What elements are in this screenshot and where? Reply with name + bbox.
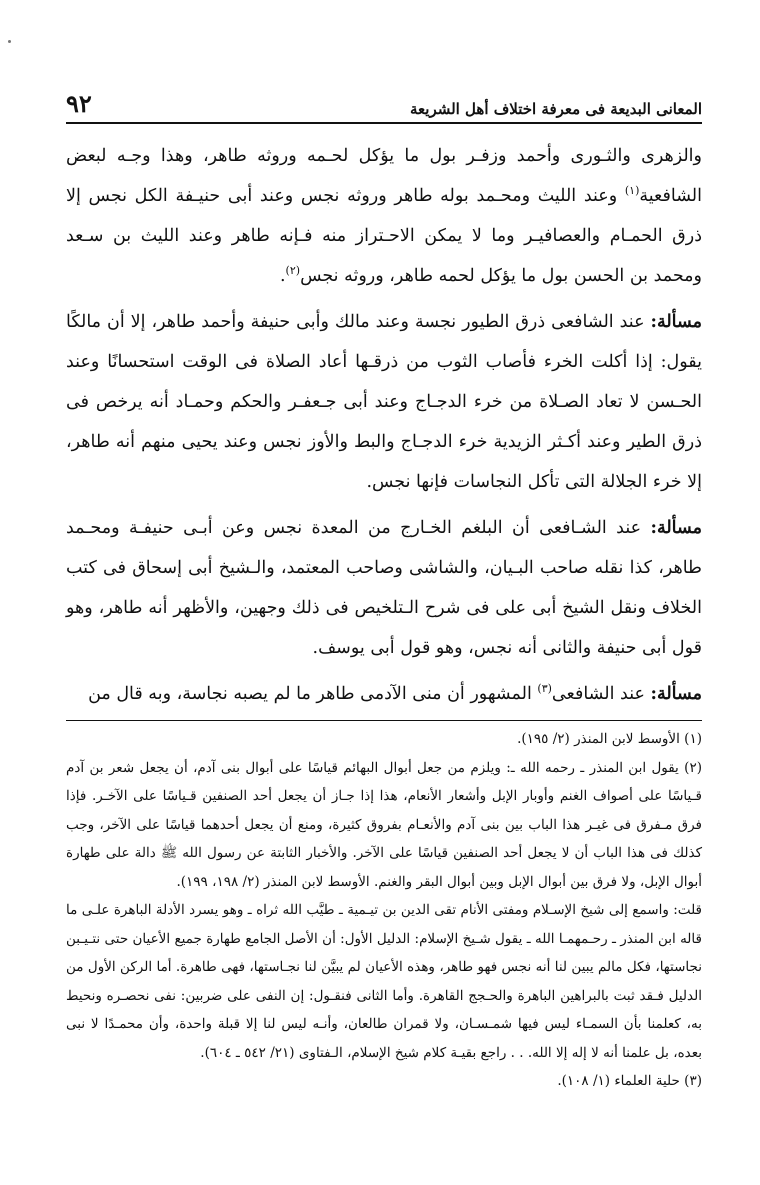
paragraph-text: وعند الليث ومحـمد بوله طاهر وروثه نجس وعند أبى حنيـفة الكل نجس إلا ذرق الحمـام والعصافيـر وما لا يمكن الاحـتراز منه فـإنه طاهر وعند الليث بن سـعد ومحمد بن الحسن بول ما يؤكل لحمه طاهر، وروثه نجس [66,186,702,286]
book-page [66,84,702,1096]
page-header [66,84,702,124]
main-text [66,136,702,714]
paragraph-text: والزهرى والثـورى وأحمد وزفـر بول ما يؤكل لحـمه وروثه طاهر، وهذا وجـه لبعض الشافعية [66,146,702,206]
footnote-ref-3: (٣) [537,682,552,696]
footnote-2-continuation [66,896,702,1067]
footnote-label: (٢) [684,759,702,776]
paragraph-text: . [279,266,286,286]
footnote-text: قلت: واسمع إلى شيخ الإسـلام ومفتى الأنام تقى الدين بن تيـمية ـ طيَّب الله ثراه ـ وهو يسرد الأدلة الباهرة علـى ما قاله ابن المنذر ـ رحـمهمـا الله ـ يقول شـيخ الإسلام: الدليل الأول: أن الأصل الجامع طهارة جميع الأعيان حتى نتـيـبن نجاستها، فكل مالم يبين لنا أنه نجس فهو طاهر، وهذه الأعيان لم يبيَّن لنا نجـاستها، فهى طاهرة. أما الركن الأول من الدليل فـقد ثبت بالبراهين الباهرة والحـجج القاهرة. وأما الثانى فنقـول: إن النفى على ضربين: نفى نحصـره ونحيط به، كعلمنا بأن السمـاء ليس فيها شمـسـان، ولا قمران طالعان، وأنـه ليس لنا إلا قبلة واحدة، وأن محمـدًا لا نبى بعده، بل علمنا أنه لا إله إلا الله. . . راجع بقيـة كلام شيخ الإسلام، الـفتاوى (٢١/ ٥٤٢ ـ ٦٠٤). [66,902,702,1061]
footnote-text: حلية العلماء (١/ ١٠٨). [557,1073,680,1089]
paragraph-text: عند الشافعى ذرق الطيور نجسة وعند مالك وأبى حنيفة وأحمد طاهر، إلا أن مالكًا يقول: إذا أكلت الخرء فأصاب الثوب من ذرقـها أعاد الصلاة فى الوقت استحسانًا وعند الحـسن لا تعاد الصـلاة من خرء الدجـاج وعند أبى جـعفـر والحكم وحمـاد أنه يرخص فى ذرق الطير وعند أكـثر الزيدية خرء الدجـاج والبط والأوز نجس وعند يحيى منهم أنه طاهر، إلا خرء الجلالة التى تأكل النجاسات فإنها نجس. [66,312,702,492]
paragraph-4 [66,674,702,714]
paragraph-3 [66,508,702,668]
issue-heading: مسألة: [650,684,702,704]
page-number: ٩٢ [66,89,92,118]
running-title: المعانى البديعة فى معرفة اختلاف أهل الشريعة [409,100,702,118]
paragraph-1 [66,136,702,296]
footnote-label: (٣) [684,1073,702,1089]
footnote-label: (١) [684,731,702,747]
footnote-text: يقول ابن المنذر ـ رحمه الله ـ: ويلزم من جعل أبوال البهائم قياسًا على أبوال بنى آدم، أن يجعل شعر بن آدم قـياسًا على أصواف الغنم وأوبار الإبل وأشعار الأنعام، هذا إذا جـاز أن يجعل أحد الصنفين قـياسًا على الآخـر. فإذا فرق مـفرق فى غيـر هذا الباب بين بنى آدم والأنعـام بفروق كثيرة، ومنع أن يجعل أحدهما قياسًا على الآخر، وجب كذلك فى هذا الباب أن لا يجعل أحد الصنفين قياسًا على الآخر. والأخبار الثابتة عن رسول الله ﷺ دالة على طهارة أبوال الإبل، ولا فرق بين أبوال الإبل وبين أبوال البقر والغنم. الأوسط لابن المنذر (٢/ ١٩٨، ١٩٩). [66,759,703,890]
paragraph-2 [66,302,702,502]
footnote-1 [66,725,702,754]
footnote-text: الأوسط لابن المنذر (٢/ ١٩٥). [517,731,680,747]
footnote-3 [66,1067,702,1096]
paragraph-text: عند الشـافعى أن البلغم الخـارج من المعدة نجس وعن أبـى حنيفـة ومحـمد طاهر، كذا نقله صاحب البـيان، والشاشى وصاحب المعتمد، والـشيخ أبى إسحاق فى كتب الخلاف ونقل الشيخ أبى على فى شرح الـتلخيص فى ذلك وجهين، والأظهر أنه طاهر، وهو قول أبى حنيفة والثانى أنه نجس، وهو قول أبى يوسف. [66,518,702,658]
footnote-2 [66,754,702,897]
paragraph-text: المشهور أن منى الآدمى طاهر ما لم يصبه نجاسة، وبه قال من [88,684,538,704]
footnotes [66,720,702,1096]
scan-speck [8,40,11,43]
footnote-ref-1: (١) [624,184,640,198]
footnote-ref-2: (٢) [285,264,301,278]
issue-heading: مسألة: [650,312,702,332]
paragraph-text: عند الشافعى [551,684,651,704]
issue-heading: مسألة: [650,518,702,538]
